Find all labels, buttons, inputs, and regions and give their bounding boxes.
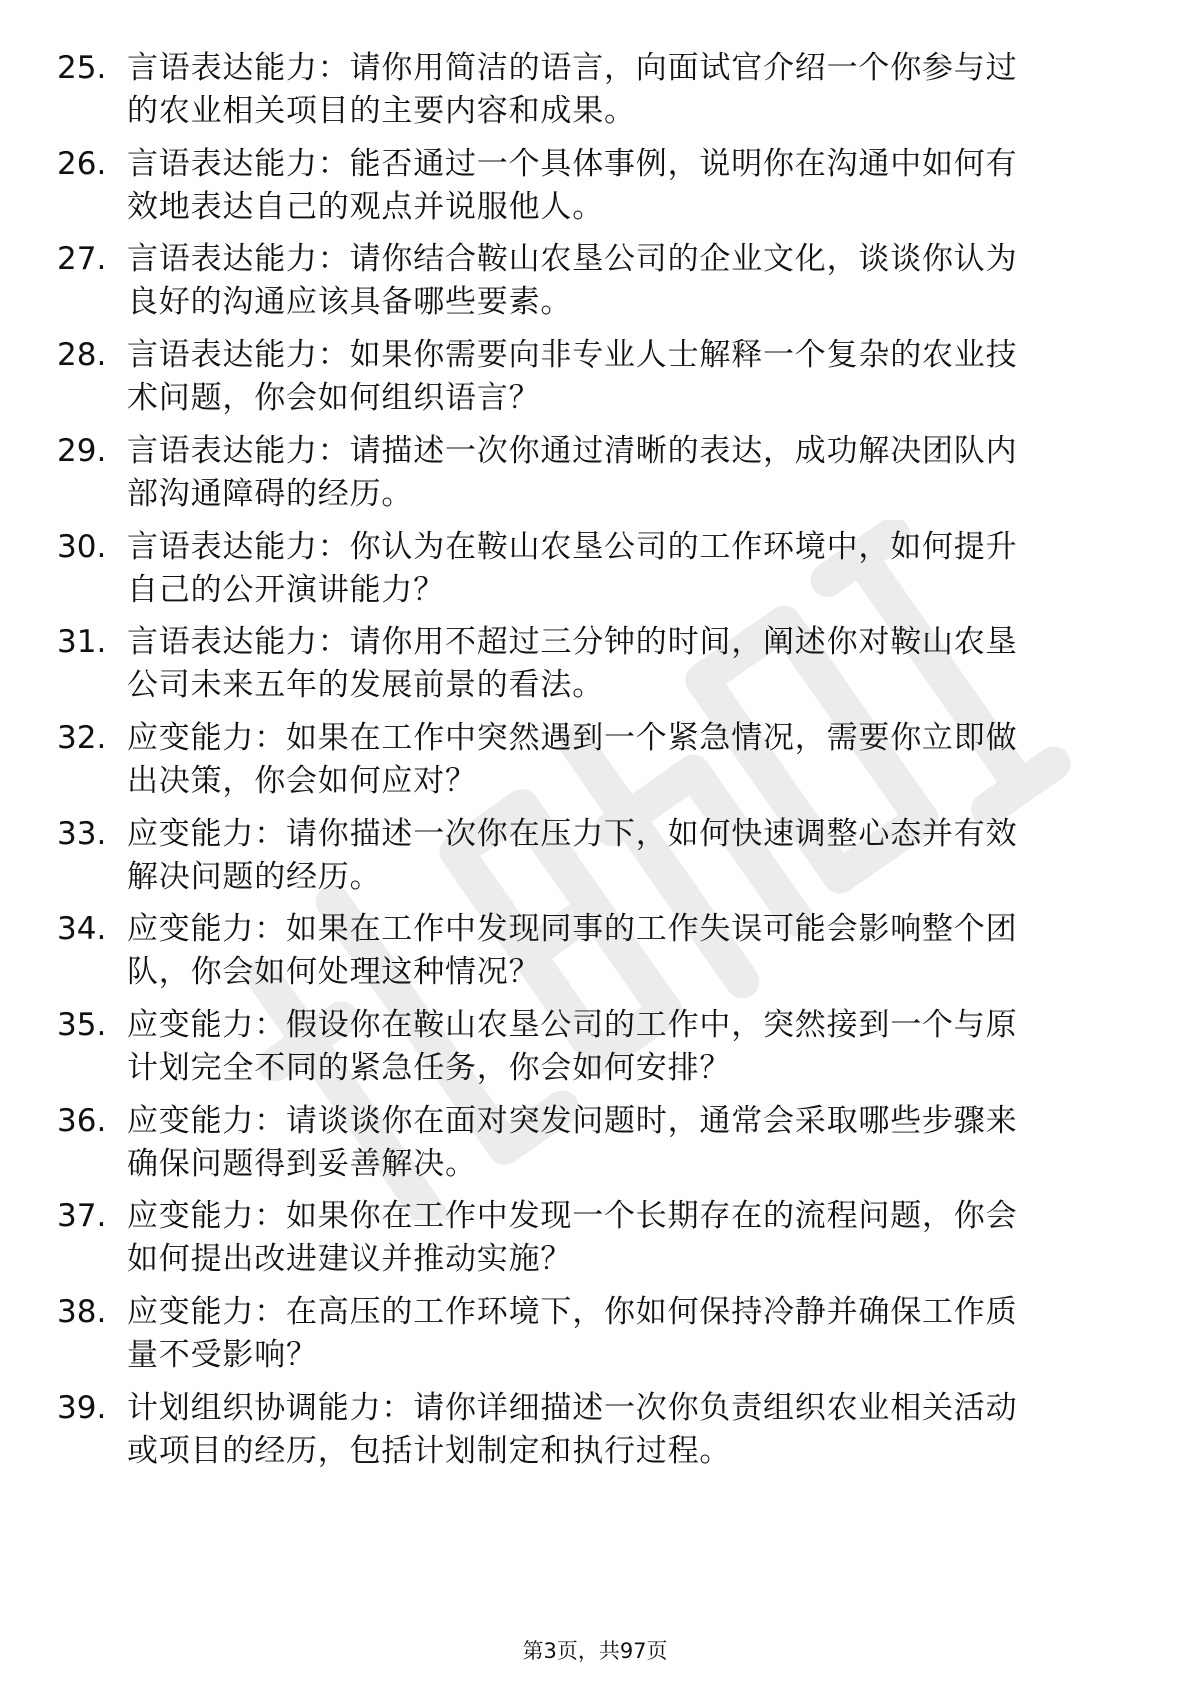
question-text-line2: 良好的沟通应该具备哪些要素。: [127, 284, 573, 321]
question-text-line2: 自己的公开演讲能力？: [127, 571, 445, 608]
question-item: [0, 717, 1190, 817]
question-item: [0, 1195, 1190, 1295]
question-number: 27.: [57, 241, 107, 278]
question-text-line2: 如何提出改进建议并推动实施？: [127, 1241, 573, 1278]
question-number: 35.: [57, 1007, 107, 1043]
question-number: 34.: [57, 911, 107, 948]
question-item: [0, 47, 1190, 147]
question-text-line2: 的农业相关项目的主要内容和成果。: [127, 93, 636, 129]
question-text-line2: 队，你会如何处理这种情况？: [127, 954, 541, 991]
question-number: 37.: [57, 1198, 107, 1235]
question-item: [0, 621, 1190, 721]
question-item: [0, 1387, 1190, 1487]
question-number: 33.: [57, 815, 107, 852]
question-text-line1: 应变能力：如果在工作中发现同事的工作失误可能会影响整个团: [127, 911, 1018, 948]
question-number: 30.: [57, 528, 107, 565]
question-item: [0, 143, 1190, 243]
question-text-line1: 应变能力：请谈谈你在面对突发问题时，通常会采取哪些步骤来: [127, 1102, 1018, 1139]
question-text-line1: 应变能力：如果你在工作中发现一个长期存在的流程问题，你会: [127, 1198, 1018, 1235]
question-item: [0, 334, 1190, 434]
question-text-line2: 或项目的经历，包括计划制定和执行过程。: [127, 1432, 732, 1469]
question-item: [0, 908, 1190, 1008]
question-text-line2: 部沟通障碍的经历。: [127, 475, 414, 512]
question-text-line2: 量不受影响？: [127, 1337, 318, 1374]
question-item: [0, 1004, 1190, 1104]
question-number: 26.: [57, 145, 107, 182]
question-number: 29.: [57, 432, 107, 469]
question-number: 36.: [57, 1102, 107, 1139]
question-text-line2: 效地表达自己的观点并说服他人。: [127, 188, 604, 225]
question-item: [0, 526, 1190, 626]
question-text-line1: 言语表达能力：请你用不超过三分钟的时间，阐述你对鞍山农垦: [127, 624, 1018, 661]
question-text-line2: 公司未来五年的发展前景的看法。: [127, 667, 604, 704]
question-text-line1: 言语表达能力：你认为在鞍山农垦公司的工作环境中，如何提升: [127, 528, 1018, 565]
question-text-line1: 言语表达能力：请描述一次你通过清晰的表达，成功解决团队内: [127, 432, 1018, 469]
question-item: [0, 430, 1190, 530]
question-text-line1: 言语表达能力：请你结合鞍山农垦公司的企业文化，谈谈你认为: [127, 241, 1018, 278]
question-number: 38.: [57, 1294, 107, 1331]
question-text-line1: 言语表达能力：能否通过一个具体事例，说明你在沟通中如何有: [127, 145, 1018, 182]
question-item: [0, 1291, 1190, 1391]
question-number: 31.: [57, 624, 107, 661]
question-number: 32.: [57, 719, 107, 756]
question-text-line1: 应变能力：假设你在鞍山农垦公司的工作中，突然接到一个与原: [127, 1007, 1018, 1043]
question-number: 39.: [57, 1389, 107, 1426]
question-text-line1: 言语表达能力：请你用简洁的语言，向面试官介绍一个你参与过: [127, 50, 1018, 86]
question-item: [0, 1100, 1190, 1200]
question-text-line2: 出决策，你会如何应对？: [127, 762, 477, 799]
question-text-line2: 解决问题的经历。: [127, 858, 382, 895]
question-item: [0, 238, 1190, 338]
question-text-line1: 计划组织协调能力：请你详细描述一次你负责组织农业相关活动: [127, 1389, 1018, 1426]
question-text-line2: 确保问题得到妥善解决。: [127, 1145, 477, 1182]
question-text-line1: 言语表达能力：如果你需要向非专业人士解释一个复杂的农业技: [127, 337, 1018, 374]
question-item: [0, 813, 1190, 913]
question-number: 28.: [57, 337, 107, 374]
question-text-line2: 术问题，你会如何组织语言？: [127, 380, 541, 417]
page-footer: 第3页，共97页: [522, 1639, 668, 1663]
question-text-line1: 应变能力：在高压的工作环境下，你如何保持冷静并确保工作质: [127, 1294, 1018, 1331]
question-text-line1: 应变能力：请你描述一次你在压力下，如何快速调整心态并有效: [127, 815, 1018, 852]
question-number: 25.: [57, 50, 107, 86]
question-text-line1: 应变能力：如果在工作中突然遇到一个紧急情况，需要你立即做: [127, 719, 1018, 756]
question-text-line2: 计划完全不同的紧急任务，你会如何安排？: [127, 1050, 732, 1086]
